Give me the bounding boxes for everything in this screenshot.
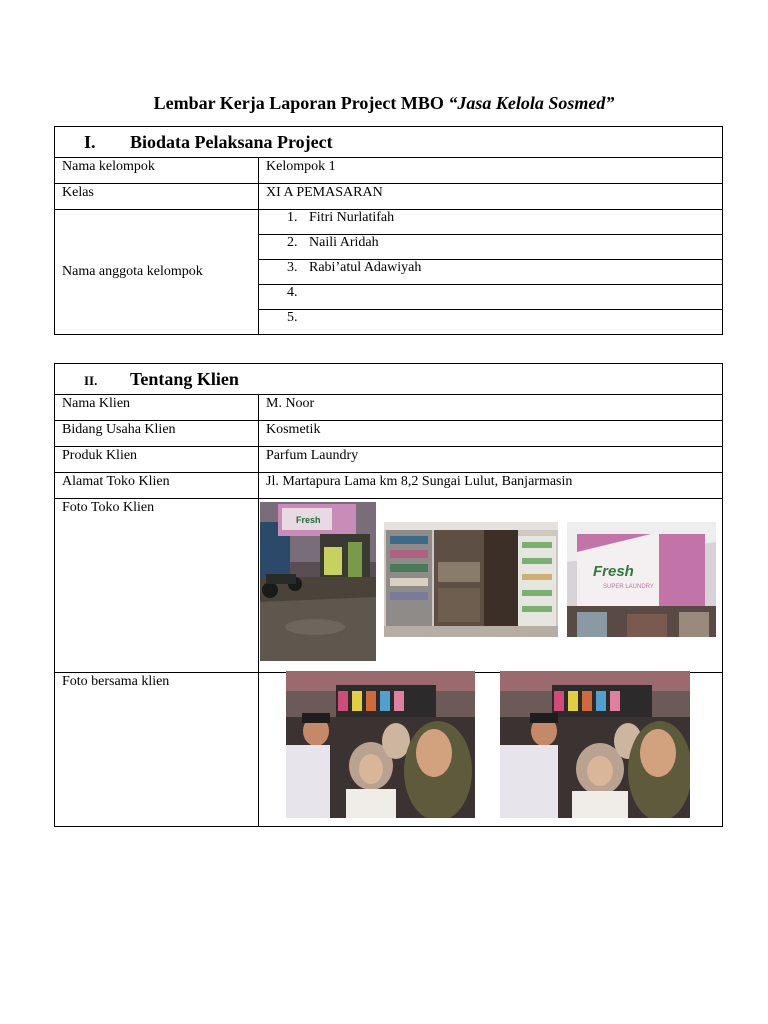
row-label: Nama Klien — [55, 395, 259, 421]
title-italic-text: “Jasa Kelola Sosmed” — [448, 93, 615, 113]
member-name: Naili Aridah — [309, 235, 379, 250]
section2-number: II. — [84, 372, 98, 388]
signboard-sub: SUPER LAUNDRY — [603, 584, 654, 590]
store-photo-shelves — [384, 522, 558, 637]
signboard-text: Fresh — [593, 563, 634, 580]
member-name: Rabi’atul Adawiyah — [309, 260, 422, 275]
table-row — [55, 473, 723, 499]
client-photo-2 — [500, 671, 690, 818]
member-number: 5. — [287, 310, 298, 325]
row-value: Kosmetik — [259, 421, 723, 447]
members-label: Nama anggota kelompok — [55, 210, 259, 335]
row-label: Foto bersama klien — [55, 673, 259, 827]
section1-heading: Biodata Pelaksana Project — [130, 131, 333, 152]
table-row — [55, 184, 723, 210]
member-number: 1. — [287, 210, 298, 225]
section2-header — [55, 364, 723, 395]
row-value: Jl. Martapura Lama km 8,2 Sungai Lulut, Banjarmasin — [259, 473, 723, 499]
row-value: M. Noor — [259, 395, 723, 421]
section1-header — [55, 127, 723, 158]
row-value: Kelompok 1 — [259, 158, 723, 184]
store-sign-text: Fresh — [296, 515, 321, 525]
row-label: Produk Klien — [55, 447, 259, 473]
table-row — [55, 421, 723, 447]
member-name: Fitri Nurlatifah — [309, 210, 395, 225]
row-value: Parfum Laundry — [259, 447, 723, 473]
table-row — [55, 395, 723, 421]
row-value: XI A PEMASARAN — [259, 184, 723, 210]
client-photo-1 — [286, 671, 475, 818]
row-label: Alamat Toko Klien — [55, 473, 259, 499]
page-title — [0, 93, 768, 114]
table-row — [55, 158, 723, 184]
table-row — [55, 447, 723, 473]
store-photo-signboard — [567, 522, 716, 637]
store-photo-street — [260, 502, 376, 661]
row-label: Nama kelompok — [55, 158, 259, 184]
member-number: 2. — [287, 235, 298, 250]
member-number: 4. — [287, 285, 298, 300]
row-label: Kelas — [55, 184, 259, 210]
row-label: Bidang Usaha Klien — [55, 421, 259, 447]
title-text: Lembar Kerja Laporan Project MBO — [153, 93, 449, 113]
section1-number: I. — [84, 131, 96, 152]
biodata-table — [54, 126, 723, 335]
member-row — [55, 210, 723, 235]
section2-heading: Tentang Klien — [130, 368, 239, 389]
row-label: Foto Toko Klien — [55, 499, 259, 673]
member-number: 3. — [287, 260, 298, 275]
